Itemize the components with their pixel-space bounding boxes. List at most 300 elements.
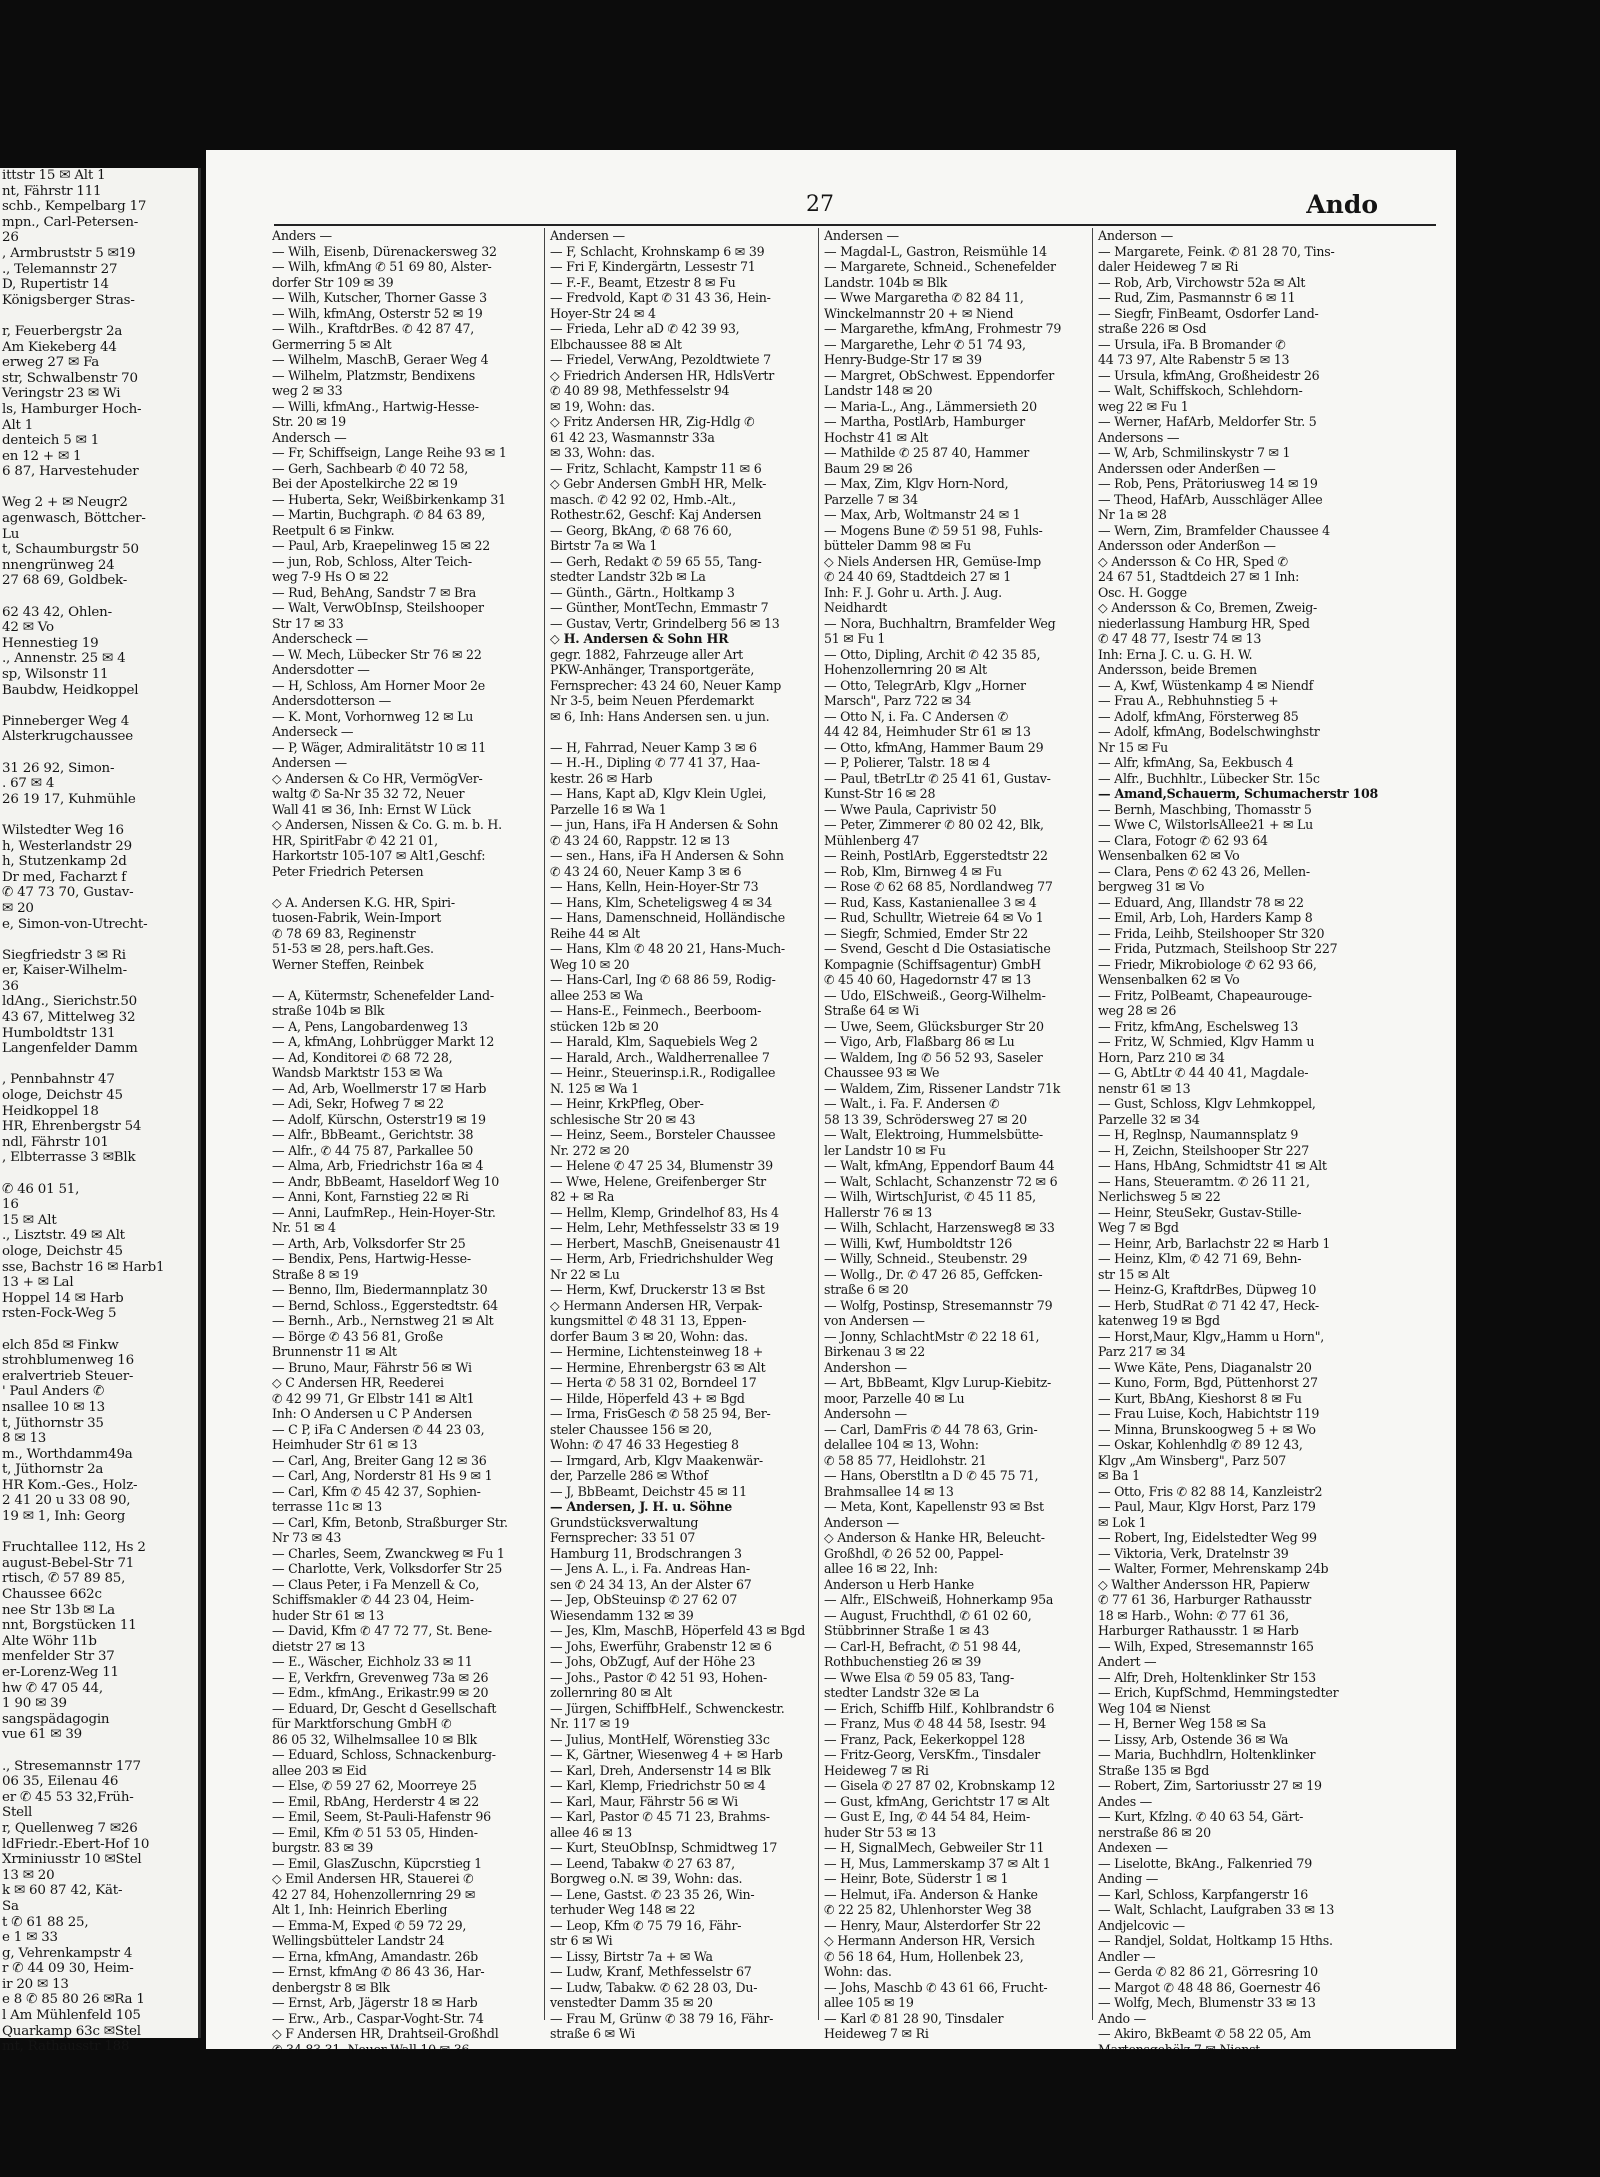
left-column-line: str, Schwalbenstr 70	[2, 370, 138, 386]
left-column-line: Sa	[2, 1898, 19, 1914]
directory-entry-line: — Wern, Zim, Bramfelder Chaussee 4	[1098, 522, 1330, 538]
left-column-line	[0, 932, 198, 948]
directory-entry-line: — Bendix, Pens, Hartwig-Hesse-	[272, 1251, 471, 1266]
left-column-line: . 67 ✉ 4	[2, 776, 55, 792]
directory-entry-line: HR, SpiritFabr ✆ 42 21 01,	[272, 832, 438, 848]
directory-entry-line: — Wilh., KraftdrBes. ✆ 42 87 47,	[272, 321, 475, 336]
directory-entry-line: — Ursula, kfmAng, Großheidestr 26	[1098, 367, 1320, 383]
directory-entry-line: Inh: O Andersen u C P Andersen	[272, 1406, 473, 1421]
left-column-line	[0, 698, 198, 714]
directory-entry-line: Harburger Rathausstr. 1 ✉ Harb	[1098, 1623, 1299, 1638]
left-column-line: ndl, Fährstr 101	[2, 1134, 109, 1150]
directory-entry-line: — P, Wäger, Admiralitätstr 10 ✉ 11	[272, 739, 487, 755]
directory-entry-line: — Henry, Maur, Alsterdorfer Str 22	[824, 1917, 1041, 1933]
directory-entry-line: — Karl, Dreh, Andersenstr 14 ✉ Blk	[550, 1762, 771, 1778]
directory-entry-line: Brahmsallee 14 ✉ 13	[824, 1483, 954, 1499]
left-column-line: ., Lisztstr. 49 ✉ Alt	[2, 1228, 125, 1244]
directory-entry-line: — Siegfr, FinBeamt, Osdorfer Land-	[1098, 305, 1319, 321]
directory-entry-line: venstedter Damm 35 ✉ 20	[550, 1995, 713, 2010]
directory-entry-line: — Andersen, J. H. u. Söhne	[550, 1499, 733, 1514]
directory-entry-line: — Bernd, Schloss., Eggerstedtstr. 64	[272, 1297, 498, 1313]
directory-entry-line: — Jens A. L., i. Fa. Andreas Han-	[550, 1561, 750, 1576]
directory-entry-line: Andersohn —	[824, 1406, 907, 1421]
directory-entry-line: — Jep, ObSteuinsp ✆ 27 62 07	[550, 1592, 738, 1607]
directory-entry-line: — Carl, Kfm ✆ 45 42 37, Sophien-	[272, 1483, 481, 1499]
directory-entry-line: Anderson —	[1098, 228, 1173, 243]
left-column-line: 2 41 20 u 33 08 90,	[2, 1493, 131, 1509]
directory-entry-line: — Wwe, Helene, Greifenberger Str	[550, 1173, 766, 1189]
directory-entry-line: Hoyer-Str 24 ✉ 4	[550, 305, 656, 321]
left-column-line: e 1 ✉ 33	[2, 1930, 58, 1946]
left-column-line: 8 ✉ 13	[2, 1431, 47, 1447]
directory-entry-line: — Wilh, Kutscher, Thorner Gasse 3	[272, 290, 487, 305]
left-column-line: Alt 1	[2, 417, 34, 433]
directory-entry-line: — Eduard, Schloss, Schnackenburg-	[272, 1747, 496, 1762]
left-column-line: nsallee 10 ✉ 13	[2, 1399, 105, 1415]
directory-entry-line: Elbchaussee 88 ✉ Alt	[550, 336, 682, 352]
left-column-line: Lu	[2, 526, 20, 542]
directory-entry-line: — Otto, TelegrArb, Klgv „Horner	[824, 677, 1026, 693]
left-column-line: Chaussee 662c	[2, 1587, 102, 1603]
left-column-line: 1 90 ✉ 39	[2, 1696, 67, 1712]
directory-entry-line: — Otto, Fris ✆ 82 88 14, Kanzleistr2	[1098, 1483, 1323, 1499]
left-column-line: 62 43 42, Ohlen-	[2, 604, 112, 620]
left-column-line	[0, 807, 198, 823]
directory-entry-line: — Herta ✆ 58 31 02, Borndeel 17	[550, 1375, 757, 1390]
directory-entry-line: — A, Kütermstr, Schenefelder Land-	[272, 987, 494, 1003]
directory-entry-line: — Walt., i. Fa. F. Andersen ✆	[824, 1096, 1000, 1111]
directory-entry-line: — Emil, Kfm ✆ 51 53 05, Hinden-	[272, 1824, 478, 1840]
directory-entry-line: Anderson u Herb Hanke	[824, 1576, 974, 1592]
directory-entry-line: ◇ F Andersen HR, Drahtseil-Großhdl	[272, 2026, 499, 2041]
left-column-line: ., Annenstr. 25 ✉ 4	[2, 651, 126, 667]
directory-entry-line: 82 + ✉ Ra	[550, 1189, 615, 1204]
directory-entry-line: Henry-Budge-Str 17 ✉ 39	[824, 352, 982, 367]
directory-entry-line: — Mathilde ✆ 25 87 40, Hammer	[824, 445, 1029, 460]
directory-entry-line: — jun, Hans, iFa H Andersen & Sohn	[550, 817, 779, 832]
left-column-line: D, Rupertistr 14	[2, 277, 109, 293]
directory-entry-line: — C P, iFa C Andersen ✆ 44 23 03,	[272, 1421, 485, 1437]
directory-entry-line: — Wilh, kfmAng, Osterstr 52 ✉ 19	[272, 305, 483, 321]
directory-entry-line: — Benno, Ilm, Biedermannplatz 30	[272, 1282, 488, 1297]
directory-entry-line: ✆ 40 89 98, Methfesselstr 94	[550, 383, 730, 398]
directory-entry-line: huder Str 53 ✉ 13	[824, 1824, 936, 1840]
left-column-line: elch 85d ✉ Finkw	[2, 1337, 119, 1353]
directory-entry-line: — W, Arb, Schmilinskystr 7 ✉ 1	[1098, 445, 1291, 460]
directory-entry-line: — Fritz, kfmAng, Eschelsweg 13	[1098, 1018, 1299, 1034]
directory-entry-line: Nr. 117 ✉ 19	[550, 1716, 630, 1731]
directory-entry-line: — Bernh., Arb., Nernstweg 21 ✉ Alt	[272, 1313, 494, 1328]
directory-entry-line: ✆ 56 18 64, Hum, Hollenbek 23,	[824, 1948, 1024, 1964]
directory-entry-line: Andexen —	[1098, 1840, 1168, 1855]
directory-entry-line: waltg ✆ Sa-Nr 35 32 72, Neuer	[272, 786, 465, 801]
directory-entry-line: — Margarethe, Lehr ✆ 51 74 93,	[824, 336, 1026, 352]
directory-entry-line: Wiesendamm 132 ✉ 39	[550, 1607, 694, 1623]
directory-entry-line: — Wwe Käte, Pens, Diaganalstr 20	[1098, 1359, 1312, 1375]
directory-entry-line: Hallerstr 76 ✉ 13	[824, 1204, 932, 1220]
directory-entry-line: — Lissy, Birtstr 7a + ✉ Wa	[550, 1948, 713, 1964]
directory-entry-line: — Margot ✆ 48 48 86, Goernestr 46	[1098, 1979, 1321, 1995]
directory-entry-line: — Willi, kfmAng., Hartwig-Hesse-	[272, 398, 479, 414]
directory-entry-line: — Wwe Elsa ✆ 59 05 83, Tang-	[824, 1669, 1014, 1685]
directory-entry-line: — Max, Arb, Woltmanstr 24 ✉ 1	[824, 507, 1021, 522]
directory-entry-line: — Irma, FrisGesch ✆ 58 25 94, Ber-	[550, 1406, 771, 1421]
directory-entry-line: Andersson oder Anderßon —	[1098, 538, 1276, 553]
directory-entry-line: Andert —	[1098, 1654, 1157, 1669]
directory-entry-line: — Gisela ✆ 27 87 02, Krobnskamp 12	[824, 1778, 1056, 1793]
left-column-line: r, Feuerbergstr 2a	[2, 323, 123, 339]
left-column-line: agenwasch, Böttcher-	[2, 511, 146, 527]
directory-entry-line: Anderscheck —	[272, 631, 368, 646]
directory-entry-line: Weg 10 ✉ 20	[550, 956, 630, 972]
directory-entry-line: Nr 1a ✉ 28	[1098, 507, 1167, 522]
directory-entry-line: — Carl, Ang, Breiter Gang 12 ✉ 36	[272, 1452, 487, 1468]
directory-entry-line: — Charlotte, Verk, Volksdorfer Str 25	[272, 1561, 503, 1576]
directory-entry-line: — Friedr, Mikrobiologe ✆ 62 93 66,	[1098, 956, 1317, 972]
directory-entry-line: 58 13 39, Schrödersweg 27 ✉ 20	[824, 1111, 1027, 1127]
directory-entry-line: — Wilh, kfmAng ✆ 51 69 80, Alster-	[272, 259, 492, 274]
directory-entry-line: Horn, Parz 210 ✉ 34	[1098, 1049, 1225, 1065]
directory-entry-line: ◇ A. Andersen K.G. HR, Spiri-	[272, 894, 455, 910]
directory-entry-line: — Herb, StudRat ✆ 71 42 47, Heck-	[1098, 1297, 1319, 1313]
directory-entry-line: — Hellm, Klemp, Grindelhof 83, Hs 4	[550, 1204, 779, 1220]
directory-entry-line: allee 253 ✉ Wa	[550, 987, 643, 1003]
directory-entry-line: ◇ Andersson & Co HR, Sped ✆	[1098, 553, 1288, 569]
directory-entry-line: — H, Fahrrad, Neuer Kamp 3 ✉ 6	[550, 739, 757, 755]
directory-entry-line: — Kurt, Kfzlng. ✆ 40 63 54, Gärt-	[1098, 1809, 1304, 1824]
left-column-line: en 12 + ✉ 1	[2, 448, 82, 464]
directory-entry-line: — Leend, Tabakw ✆ 27 63 87,	[550, 1855, 735, 1871]
directory-entry-line: Landstr 148 ✉ 20	[824, 383, 933, 398]
directory-entry-line: ◇ Niels Andersen HR, Gemüse-Imp	[824, 553, 1041, 569]
left-column-line: 26	[2, 230, 19, 246]
directory-entry-line: — Jonny, SchlachtMstr ✆ 22 18 61,	[824, 1328, 1040, 1344]
left-column-line: Siegfriedstr 3 ✉ Ri	[2, 947, 126, 963]
directory-entry-line: kungsmittel ✆ 48 31 13, Eppen-	[550, 1313, 747, 1328]
directory-entry-line: Andersons —	[1098, 429, 1180, 445]
directory-entry-line: Wandsb Marktstr 153 ✉ Wa	[272, 1065, 443, 1080]
directory-entry-line: — Werner, HafArb, Meldorfer Str. 5	[1098, 414, 1317, 429]
directory-entry-line: — Kurt, BbAng, Kieshorst 8 ✉ Fu	[1098, 1390, 1302, 1406]
directory-entry-line: — Minna, Brunskoogweg 5 + ✉ Wo	[1098, 1421, 1316, 1437]
left-column-line: ✉ 20	[2, 900, 34, 916]
left-column-line: vue 61 ✉ 39	[2, 1727, 82, 1743]
left-column-line: Humboldtstr 131	[2, 1025, 116, 1041]
directory-entry-line: — Karl ✆ 81 28 90, Tinsdaler	[824, 2010, 1004, 2026]
directory-entry-line: — Hermine, Ehrenbergstr 63 ✉ Alt	[550, 1359, 766, 1375]
directory-entry-line: — Gerh, Redakt ✆ 59 65 55, Tang-	[550, 553, 762, 569]
left-column-line: Xrminiusstr 10 ✉Stel	[2, 1852, 142, 1868]
directory-entry-line: — Martin, Buchgraph. ✆ 84 63 89,	[272, 507, 486, 522]
left-column-line: Stell	[2, 1805, 33, 1821]
directory-entry-line: Nr 15 ✉ Fu	[1098, 739, 1168, 755]
directory-entry-line: — Gerh, Sachbearb ✆ 40 72 58,	[272, 460, 469, 476]
directory-entry-line: — Erich, Schiffb Hilf., Kohlbrandstr 6	[824, 1700, 1055, 1716]
directory-entry-line: Germerring 5 ✉ Alt	[272, 336, 392, 352]
left-column-line: m., Worthdamm49a	[2, 1446, 133, 1462]
directory-entry-line: — Rud, Schulltr, Wietreie 64 ✉ Vo 1	[824, 910, 1044, 925]
directory-column-2	[550, 228, 820, 2050]
directory-entry-line: zollernring 80 ✉ Alt	[550, 1685, 672, 1700]
directory-entry-line: — Börge ✆ 43 56 81, Große	[272, 1328, 443, 1344]
directory-entry-line: — sen., Hans, iFa H Andersen & Sohn	[550, 848, 784, 863]
left-column-line: k ✉ 60 87 42, Kät-	[2, 1883, 123, 1899]
directory-entry-line: — F, Schlacht, Krohnskamp 6 ✉ 39	[550, 243, 765, 259]
directory-entry-line: — Arth, Arb, Volksdorfer Str 25	[272, 1235, 466, 1251]
directory-entry-line: — Herm, Kwf, Druckerstr 13 ✉ Bst	[550, 1282, 765, 1297]
left-column-line: hw ✆ 47 05 44,	[2, 1680, 103, 1696]
directory-entry-line: Nr 73 ✉ 43	[272, 1530, 342, 1545]
directory-entry-line: terrasse 11c ✉ 13	[272, 1499, 382, 1514]
directory-entry-line: — Frau M, Grünw ✆ 38 79 16, Fähr-	[550, 2010, 774, 2026]
directory-entry-line: Wellingsbütteler Landstr 24	[272, 1933, 445, 1948]
directory-entry-line	[272, 879, 558, 895]
left-column-line: HR, Ehrenbergstr 54	[2, 1119, 142, 1135]
directory-entry-line: bütteler Damm 98 ✉ Fu	[824, 538, 971, 553]
directory-entry-line: — Walt, Schlacht, Schanzenstr 72 ✉ 6	[824, 1173, 1058, 1189]
left-column-line: ldAng., Sierichstr.50	[2, 994, 137, 1010]
directory-entry-line: — Rud, Zim, Pasmannstr 6 ✉ 11	[1098, 290, 1296, 305]
directory-entry-line: sen ✆ 24 34 13, An der Alster 67	[550, 1576, 752, 1592]
left-column-line: ✆ 47 73 70, Gustav-	[2, 885, 134, 901]
left-column-line: Alsterkrugchaussee	[2, 729, 133, 745]
directory-entry-line: Werner Steffen, Reinbek	[272, 956, 424, 972]
directory-entry-line: — Otto, kfmAng, Hammer Baum 29	[824, 739, 1044, 755]
directory-entry-line: kestr. 26 ✉ Harb	[550, 770, 653, 786]
left-column-line: ldFriedr.-Ebert-Hof 10	[2, 1836, 150, 1852]
left-page-fragment	[0, 168, 201, 2055]
directory-entry-line: — J, BbBeamt, Deichstr 45 ✉ 11	[550, 1483, 747, 1499]
left-column-line: 15 ✉ Alt	[2, 1212, 57, 1228]
directory-entry-line: — Andr, BbBeamt, Haseldorf Weg 10	[272, 1173, 500, 1189]
left-column-line: , Elbterrasse 3 ✉Blk	[2, 1150, 136, 1166]
directory-entry-line: Nr 22 ✉ Lu	[550, 1266, 620, 1282]
directory-entry-line: allee 16 ✉ 22, Inh:	[824, 1561, 938, 1576]
directory-entry-line: ✆ 58 85 77, Heidlohstr. 21	[824, 1452, 987, 1468]
directory-entry-line: Str. 20 ✉ 19	[272, 414, 346, 429]
directory-entry-line: — Maria, Buchhdlrn, Holtenklinker	[1098, 1747, 1316, 1762]
directory-entry-line: N. 125 ✉ Wa 1	[550, 1080, 639, 1096]
directory-entry-line: 51 ✉ Fu 1	[824, 631, 886, 646]
directory-entry-line: Grundstücksverwaltung	[550, 1514, 699, 1530]
directory-entry-line: Andjelcovic —	[1098, 1917, 1185, 1933]
directory-entry-line: Anding —	[1098, 1871, 1159, 1886]
directory-entry-line: — Harald, Klm, Saquebiels Weg 2	[550, 1034, 758, 1049]
directory-entry-line: — Hans, Damenschneid, Holländische	[550, 910, 785, 925]
left-column-line: ologe, Deichstr 45	[2, 1243, 123, 1259]
directory-entry-line: — Heinz, Klm, ✆ 42 71 69, Behn-	[1098, 1251, 1302, 1266]
header-rule	[274, 224, 1436, 226]
directory-entry-line: — Lissy, Arb, Ostende 36 ✉ Wa	[1098, 1731, 1289, 1747]
directory-entry-line: — Adi, Sekr, Hofweg 7 ✉ 22	[272, 1096, 444, 1111]
directory-entry-line: ◇ C Andersen HR, Reederei	[272, 1375, 444, 1390]
directory-entry-line: — Amand,Schauerm, Schumacherstr 108	[1098, 786, 1379, 801]
directory-entry-line: ✆ 24 40 69, Stadtdeich 27 ✉ 1	[824, 569, 1012, 584]
directory-entry-line: Großhdl, ✆ 26 52 00, Pappel-	[824, 1545, 1004, 1561]
directory-entry-line: — Johs, ObZugf, Auf der Höhe 23	[550, 1654, 756, 1669]
directory-entry-line: — Rob, Klm, Birnweg 4 ✉ Fu	[824, 863, 1002, 879]
directory-entry-line: Straße 8 ✉ 19	[272, 1266, 359, 1282]
directory-entry-line: — Helm, Lehr, Methfesselstr 33 ✉ 19	[550, 1220, 780, 1235]
directory-entry-line: gegr. 1882, Fahrzeuge aller Art	[550, 646, 743, 662]
running-head: Ando	[1306, 190, 1378, 219]
directory-entry-line: — Herm, Arb, Friedrichshulder Weg	[550, 1251, 774, 1266]
directory-entry-line: — Johs, Ewerführ, Grabenstr 12 ✉ 6	[550, 1638, 772, 1654]
directory-entry-line: — Wolfg, Postinsp, Stresemannstr 79	[824, 1297, 1053, 1313]
directory-entry-line: — Carl, Ang, Norderstr 81 Hs 9 ✉ 1	[272, 1468, 493, 1483]
directory-entry-line: Ando —	[1098, 2010, 1146, 2026]
directory-entry-line: — E., Wäscher, Eichholz 33 ✉ 11	[272, 1654, 473, 1669]
left-column-line: Heidkoppel 18	[2, 1103, 99, 1119]
directory-entry-line: ◇ H. Andersen & Sohn HR	[550, 631, 729, 646]
directory-entry-line: — Walt, Schlacht, Laufgraben 33 ✉ 13	[1098, 1902, 1335, 1917]
directory-entry-line: Wall 41 ✉ 36, Inh: Ernst W Lück	[272, 801, 471, 817]
left-column-line: nee Str 13b ✉ La	[2, 1602, 115, 1618]
directory-entry-line: — Viktoria, Verk, Dratelnstr 39	[1098, 1545, 1289, 1561]
directory-entry-line: — Emil, Arb, Loh, Harders Kamp 8	[1098, 910, 1313, 925]
directory-entry-line: — Gustav, Vertr, Grindelberg 56 ✉ 13	[550, 615, 780, 631]
directory-entry-line: — Heinr., Steuerinsp.i.R., Rodigallee	[550, 1065, 776, 1080]
directory-entry-line: — Adolf, kfmAng, Försterweg 85	[1098, 708, 1299, 724]
left-column-line: nnengrünweg 24	[2, 557, 115, 573]
directory-entry-line: — David, Kfm ✆ 47 72 77, St. Bene-	[272, 1623, 492, 1638]
directory-entry-line: — Maria-L., Ang., Lämmersieth 20	[824, 398, 1037, 414]
directory-entry-line: ◇ Andersson & Co, Bremen, Zweig-	[1098, 600, 1318, 615]
directory-entry-line: — Heinr, Arb, Barlachstr 22 ✉ Harb 1	[1098, 1235, 1331, 1251]
directory-entry-line	[550, 724, 820, 740]
directory-entry-line: Anderssen oder Anderßen —	[1098, 460, 1276, 476]
directory-entry-line: — Karl, Maur, Fährstr 56 ✉ Wi	[550, 1793, 738, 1809]
left-column-line	[0, 308, 198, 324]
directory-entry-line: tuosen-Fabrik, Wein-Import	[272, 910, 442, 925]
directory-entry-line: — Siegfr, Schmied, Emder Str 22	[824, 925, 1029, 941]
directory-entry-line: Peter Friedrich Petersen	[272, 863, 424, 879]
directory-entry-line: — H, Mus, Lammerskamp 37 ✉ Alt 1	[824, 1855, 1051, 1871]
directory-entry-line: — Alfr., ElSchweiß, Hohnerkamp 95a	[824, 1592, 1054, 1607]
left-column-line: eralvertrieb Steuer-	[2, 1368, 134, 1384]
directory-entry-line: — Fr, Schiffseign, Lange Reihe 93 ✉ 1	[272, 445, 507, 460]
directory-entry-line: — Eduard, Dr, Gescht d Gesellschaft	[272, 1700, 497, 1716]
directory-entry-line: denbergstr 8 ✉ Blk	[272, 1979, 390, 1995]
left-column-line: august-Bebel-Str 71	[2, 1555, 135, 1571]
directory-entry-line: ✉ 6, Inh: Hans Andersen sen. u jun.	[550, 708, 770, 724]
directory-entry-line: ◇ Hermann Andersen HR, Verpak-	[550, 1297, 763, 1313]
left-column-line: 43 67, Mittelweg 32	[2, 1010, 136, 1026]
directory-entry-line: — Wwe C, WilstorlsAllee21 + ✉ Lu	[1098, 817, 1314, 832]
directory-entry-line: — Svend, Gescht d Die Ostasiatische	[824, 941, 1051, 956]
directory-entry-line: — Ludw, Kranf, Methfesselstr 67	[550, 1964, 752, 1979]
directory-entry-line: str 15 ✉ Alt	[1098, 1266, 1170, 1282]
directory-entry-line: — Ad, Arb, Woellmerstr 17 ✉ Harb	[272, 1080, 487, 1096]
left-column-line: , Armbruststr 5 ✉19	[2, 245, 136, 261]
directory-entry-line: — Gust, Schloss, Klgv Lehmkoppel,	[1098, 1096, 1316, 1111]
directory-entry-line: Wensenbalken 62 ✉ Vo	[1098, 972, 1240, 987]
left-column-line: nnt, Borgstücken 11	[2, 1618, 137, 1634]
directory-entry-line: — Martha, PostlArb, Hamburger	[824, 414, 1025, 429]
directory-entry-line: — Alfr., Buchhltr., Lübecker Str. 15c	[1098, 770, 1320, 786]
directory-entry-line: von Andersen —	[824, 1313, 925, 1328]
directory-entry-line: — F.-F., Beamt, Etzestr 8 ✉ Fu	[550, 274, 736, 290]
directory-entry-line: — Clara, Pens ✆ 62 43 26, Mellen-	[1098, 863, 1310, 879]
directory-entry-line: Winckelmannstr 20 + ✉ Niend	[824, 305, 1014, 321]
column-divider	[544, 228, 545, 2020]
directory-entry-line: — August, Fruchthdl, ✆ 61 02 60,	[824, 1607, 1032, 1623]
directory-entry-line: — Magdal-L, Gastron, Reismühle 14	[824, 243, 1047, 259]
directory-entry-line: str 6 ✉ Wi	[550, 1933, 613, 1948]
left-column-line	[0, 1057, 198, 1073]
left-column-line: 19 ✉ 1, Inh: Georg	[2, 1509, 126, 1525]
directory-entry-line: weg 2 ✉ 33	[272, 383, 343, 398]
directory-entry-line: ✉ 33, Wohn: das.	[550, 445, 655, 460]
directory-entry-line: ◇ Andersen & Co HR, VermögVer-	[272, 770, 483, 786]
left-column-line: t, Jüthornstr 2a	[2, 1462, 104, 1478]
directory-entry-line: Heimhuder Str 61 ✉ 13	[272, 1437, 418, 1452]
directory-entry-line: Heideweg 7 ✉ Ri	[824, 1762, 929, 1778]
left-column-line	[0, 1525, 198, 1541]
directory-entry-line: weg 22 ✉ Fu 1	[1098, 398, 1189, 414]
directory-entry-line: ✆ 43 24 60, Neuer Kamp 3 ✉ 6	[550, 863, 742, 879]
directory-entry-line: Andersson, beide Bremen	[1098, 662, 1257, 677]
left-column-line	[0, 1743, 198, 1759]
directory-entry-line: — Ursula, iFa. B Bromander ✆	[1098, 336, 1286, 352]
directory-entry-line: — Gust E, Ing, ✆ 44 54 84, Heim-	[824, 1809, 1030, 1824]
directory-entry-line: Straße 64 ✉ Wi	[824, 1003, 919, 1018]
directory-entry-line: — Heinr, SteuSekr, Gustav-Stille-	[1098, 1204, 1302, 1220]
directory-entry-line: — Uwe, Seem, Glücksburger Str 20	[824, 1018, 1044, 1034]
directory-entry-line: — Willi, Kwf, Humboldtstr 126	[824, 1235, 1013, 1251]
directory-entry-line: dorfer Str 109 ✉ 39	[272, 274, 394, 290]
directory-entry-line: weg 28 ✉ 26	[1098, 1003, 1177, 1018]
directory-entry-line: Inh: F. J. Gohr u. Arth. J. Aug.	[824, 584, 1002, 600]
directory-entry-line: ◇ Hermann Anderson HR, Versich	[824, 1933, 1035, 1948]
directory-entry-line: 61 42 23, Wasmannstr 33a	[550, 429, 715, 445]
directory-entry-line: — Paul, tBetrLtr ✆ 25 41 61, Gustav-	[824, 770, 1051, 786]
directory-entry-line: — Anni, LaufmRep., Hein-Hoyer-Str.	[272, 1204, 496, 1220]
directory-entry-line: Mühlenberg 47	[824, 832, 920, 848]
directory-entry-line: — Fritz-Georg, VersKfm., Tinsdaler	[824, 1747, 1040, 1762]
directory-entry-line: Brunnenstr 11 ✉ Alt	[272, 1344, 397, 1359]
directory-entry-line: terhuder Weg 148 ✉ 22	[550, 1902, 696, 1917]
directory-entry-line: — Margarete, Schneid., Schenefelder	[824, 259, 1056, 274]
directory-entry-line: burgstr. 83 ✉ 39	[272, 1840, 374, 1855]
directory-entry-line: — Walt, Elektroing, Hummelsbütte-	[824, 1127, 1043, 1142]
directory-entry-line: — Karl, Schloss, Karpfangerstr 16	[1098, 1886, 1309, 1902]
column-divider	[818, 228, 819, 2020]
directory-entry-line: allee 105 ✉ 19	[824, 1995, 914, 2010]
directory-entry-line: — Paul, Maur, Klgv Horst, Parz 179	[1098, 1499, 1316, 1514]
directory-entry-line: — H, Zeichn, Steilshooper Str 227	[1098, 1142, 1310, 1158]
directory-entry-line: — jun, Rob, Schloss, Alter Teich-	[272, 553, 472, 569]
directory-entry-line: Alt 1, Inh: Heinrich Eberling	[272, 1902, 448, 1917]
directory-entry-line: — Frida, Putzmach, Steilshoop Str 227	[1098, 941, 1338, 956]
directory-entry-line: — Bruno, Maur, Fährstr 56 ✉ Wi	[272, 1359, 472, 1375]
directory-entry-line: — Franz, Mus ✆ 48 44 58, Isestr. 94	[824, 1716, 1047, 1731]
directory-entry-line: — Oskar, Kohlenhdlg ✆ 89 12 43,	[1098, 1437, 1303, 1452]
left-column-line: 13 + ✉ Lal	[2, 1275, 74, 1291]
directory-entry-line: ✆ 42 99 71, Gr Elbstr 141 ✉ Alt1	[272, 1390, 475, 1406]
directory-entry-line: — Edm., kfmAng., Erikastr.99 ✉ 20	[272, 1685, 489, 1700]
directory-column-4	[1098, 228, 1379, 2050]
directory-entry-line: — Liselotte, BkAng., Falkenried 79	[1098, 1855, 1312, 1871]
directory-entry-line: masch. ✆ 42 92 02, Hmb.-Alt.,	[550, 491, 736, 507]
left-column-line: denteich 5 ✉ 1	[2, 433, 100, 449]
directory-entry-line: — Horst,Maur, Klgv„Hamm u Horn",	[1098, 1328, 1324, 1344]
left-column-line: Hoppel 14 ✉ Harb	[2, 1290, 124, 1306]
left-column-line: ✆ 46 01 51,	[2, 1181, 80, 1197]
directory-entry-line: — Hermine, Lichtensteinweg 18 +	[550, 1344, 764, 1359]
directory-entry-line: — Fritz, PolBeamt, Chapeaurouge-	[1098, 987, 1312, 1003]
directory-entry-line: Parzelle 32 ✉ 34	[1098, 1111, 1200, 1127]
